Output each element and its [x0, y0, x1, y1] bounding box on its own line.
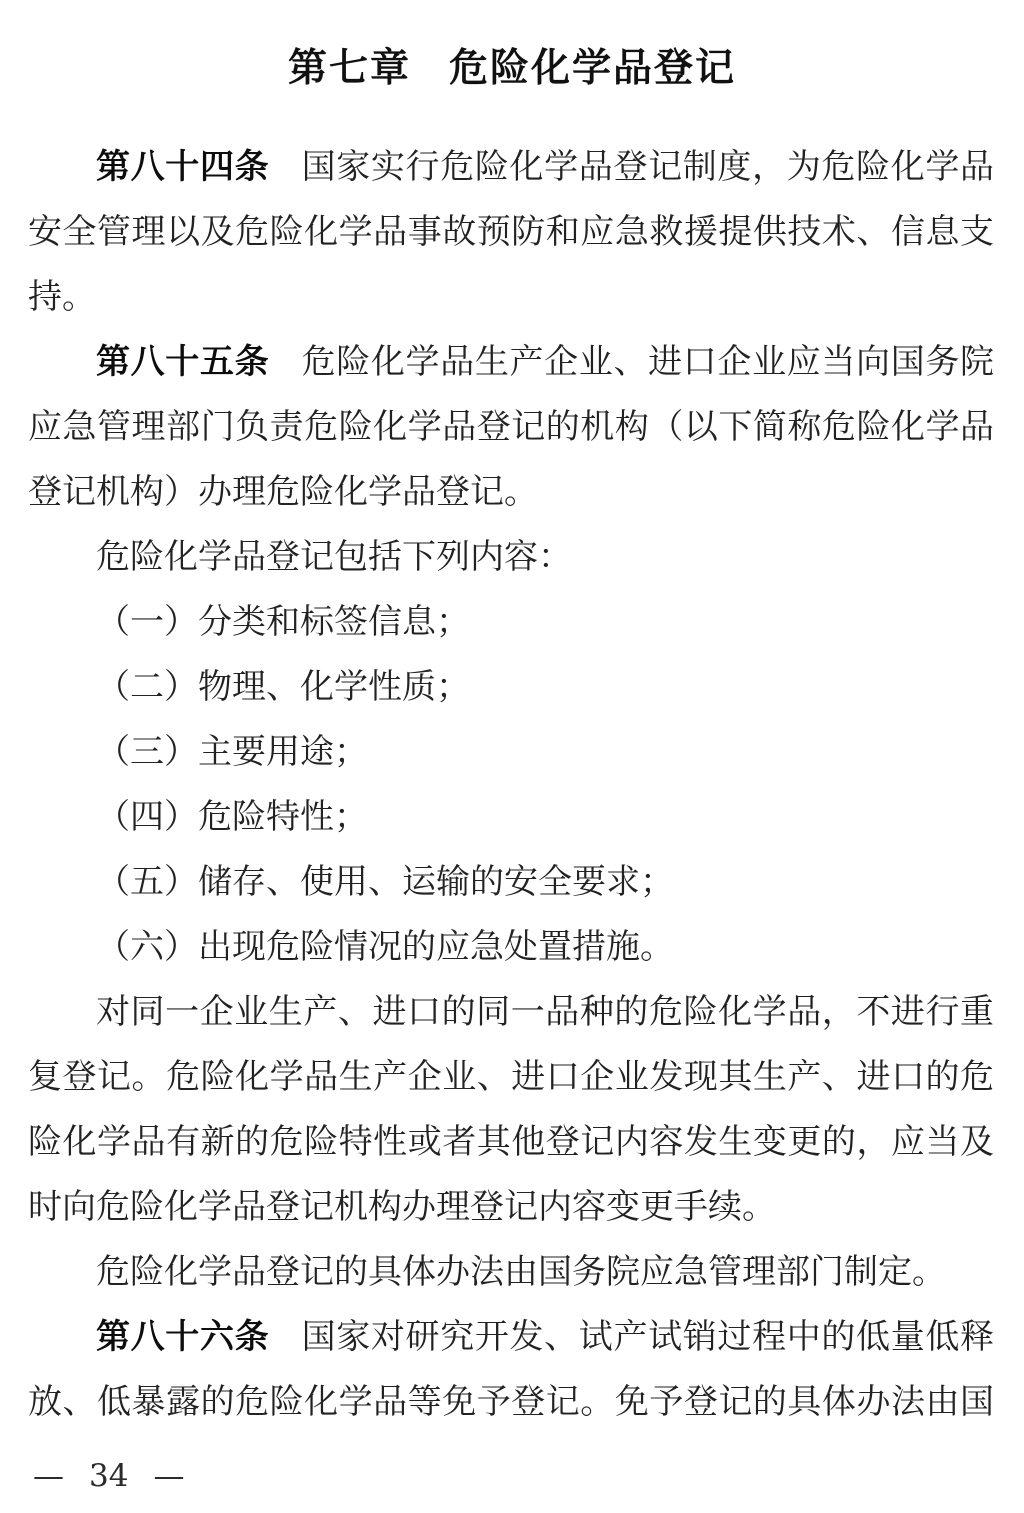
page-footer [33, 1458, 184, 1494]
footer-dash-left: — [33, 1458, 64, 1494]
chapter-name: 危险化学品登记 [449, 47, 737, 90]
text-line [28, 1305, 994, 1370]
line-text: 复登记。危险化学品生产企业、进口企业发现其生产、进口的危 [28, 1059, 994, 1096]
text-line [28, 395, 994, 460]
chapter-number: 第七章 [287, 47, 411, 90]
body-text [0, 135, 1024, 1435]
line-text: 时向危险化学品登记机构办理登记内容变更手续。 [28, 1189, 776, 1226]
text-line [28, 915, 994, 980]
text-line [28, 135, 994, 200]
line-text: （六）出现危险情况的应急处置措施。 [96, 929, 674, 966]
text-line [28, 655, 994, 720]
line-text: （二）物理、化学性质； [96, 669, 470, 706]
page-number: 34 [89, 1458, 129, 1494]
line-text: 放、低暴露的危险化学品等免予登记。免予登记的具体办法由国 [28, 1384, 994, 1421]
text-line [28, 330, 994, 395]
text-line [28, 525, 994, 590]
text-line [28, 720, 994, 785]
text-line [28, 265, 994, 330]
text-line [28, 1240, 994, 1305]
line-text: 应急管理部门负责危险化学品登记的机构（以下简称危险化学品 [28, 409, 994, 446]
chapter-title [0, 0, 1024, 92]
footer-dash-right: — [153, 1458, 185, 1494]
text-line [28, 590, 994, 655]
text-line [28, 785, 994, 850]
line-text: 危险化学品登记的具体办法由国务院应急管理部门制定。 [96, 1254, 946, 1291]
line-text: 危险化学品登记包括下列内容： [96, 539, 572, 576]
text-line [28, 850, 994, 915]
line-text: 安全管理以及危险化学品事故预防和应急救援提供技术、信息支 [28, 214, 994, 251]
text-line [28, 1370, 994, 1435]
line-text: 危险化学品生产企业、进口企业应当向国务院 [301, 344, 994, 381]
line-text: （五）储存、使用、运输的安全要求； [96, 864, 674, 901]
line-text: 险化学品有新的危险特性或者其他登记内容发生变更的，应当及 [28, 1124, 994, 1161]
article-number: 第八十五条 [96, 343, 270, 381]
text-line [28, 460, 994, 525]
line-text: （三）主要用途； [96, 734, 368, 771]
line-text: 国家实行危险化学品登记制度，为危险化学品 [301, 149, 994, 186]
line-text: （四）危险特性； [96, 799, 368, 836]
text-line [28, 1110, 994, 1175]
text-line [28, 1175, 994, 1240]
text-line [28, 980, 994, 1045]
text-line [28, 200, 994, 265]
line-text: 持。 [28, 279, 96, 316]
line-text: 对同一企业生产、进口的同一品种的危险化学品，不进行重 [96, 994, 994, 1031]
line-text: （一）分类和标签信息； [96, 604, 470, 641]
line-text: 国家对研究开发、试产试销过程中的低量低释 [301, 1319, 994, 1356]
line-text: 登记机构）办理危险化学品登记。 [28, 474, 538, 511]
text-line [28, 1045, 994, 1110]
article-number: 第八十四条 [96, 148, 270, 186]
article-number: 第八十六条 [96, 1318, 270, 1356]
